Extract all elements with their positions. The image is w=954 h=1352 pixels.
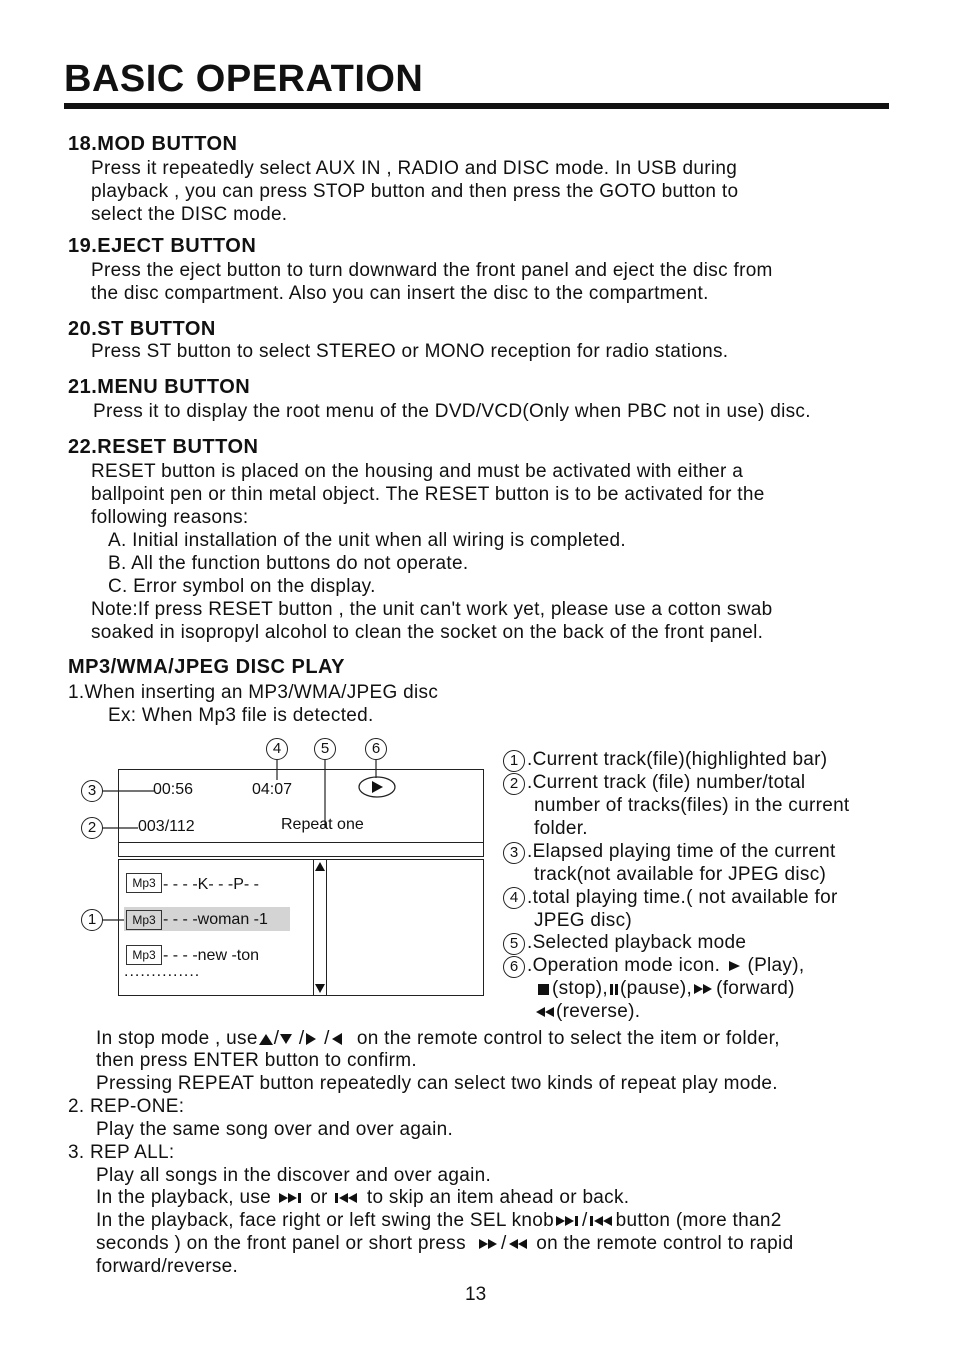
- text-span: button (more than2: [615, 1210, 782, 1231]
- page-title: BASIC OPERATION: [64, 58, 424, 100]
- down-arrow-icon: [279, 1032, 293, 1046]
- text-line: the disc compartment. Also you can insert the disc to the compartment.: [91, 283, 709, 304]
- legend-text: .total playing time.( not available for: [527, 887, 838, 908]
- section-heading-eject: 19.EJECT BUTTON: [68, 235, 257, 257]
- legend-text: .Current track(file)(highlighted bar): [527, 749, 828, 770]
- text-line: ballpoint pen or thin metal object. The RESET button is to be activated for the: [91, 484, 765, 505]
- text-span: seconds ) on the front panel or short press: [96, 1233, 466, 1254]
- elapsed-time: 00:56: [153, 781, 194, 798]
- next-track-icon: [277, 1191, 305, 1205]
- text-line: Pressing REPEAT button repeatedly can select two kinds of repeat play mode.: [96, 1073, 778, 1094]
- more-files-ellipsis: ..............: [124, 963, 201, 980]
- track-number: 003/112: [138, 818, 195, 835]
- text-line: playback , you can press STOP button and then press the GOTO button to: [91, 181, 739, 202]
- triangle-up-icon[interactable]: [314, 860, 326, 872]
- next-track-icon: [554, 1214, 582, 1228]
- rewind-icon: [534, 1005, 556, 1019]
- sel-instruction-2: seconds ) on the front panel or short press / on the remote control to rapid: [96, 1233, 794, 1254]
- file-name[interactable]: - - - -K- - -P- -: [163, 876, 259, 893]
- section-heading-st: 20.ST BUTTON: [68, 318, 216, 340]
- text-span: to skip an item ahead or back.: [366, 1187, 630, 1208]
- text-line: Press ST button to select STEREO or MONO reception for radio stations.: [91, 341, 729, 362]
- text-span: In the playback, face right or left swing the SEL knob: [96, 1210, 555, 1231]
- note-line: soaked in isopropyl alcohol to clean the socket on the back of the front panel.: [91, 622, 764, 643]
- text-line: Press it repeatedly select AUX IN , RADIO and DISC mode. In USB during: [91, 158, 738, 179]
- music-file-icon: Mp3: [126, 873, 162, 893]
- pause-icon: [608, 982, 620, 996]
- text-span: on the remote control to select the item or folder,: [356, 1028, 780, 1049]
- rep-all-heading: 3. REP ALL:: [68, 1142, 175, 1163]
- legend-text: (stop),: [552, 978, 608, 999]
- text-line: Press the eject button to turn downward the front panel and eject the disc from: [91, 260, 773, 281]
- fast-forward-icon: [477, 1237, 501, 1251]
- rewind-icon: [507, 1237, 531, 1251]
- text-line: following reasons:: [91, 507, 249, 528]
- nav-instruction: In stop mode , use / / / on the remote control to select the item or folder,: [96, 1028, 780, 1049]
- reason-item: B. All the function buttons do not operate.: [108, 553, 469, 574]
- text-line: RESET button is placed on the housing and must be activated with either a: [91, 461, 744, 482]
- legend-text: (pause),: [619, 978, 693, 999]
- previous-track-icon: [588, 1214, 616, 1228]
- text-line: then press ENTER button to confirm.: [96, 1050, 417, 1071]
- legend-text: [527, 954, 804, 977]
- file-name[interactable]: - - - -new -ton: [163, 947, 260, 964]
- page-number: 13: [465, 1284, 487, 1305]
- playback-mode: Repeat one: [281, 816, 364, 833]
- divider: [119, 842, 483, 843]
- legend-num-5: 5: [503, 933, 525, 955]
- reason-item: C. Error symbol on the display.: [108, 576, 376, 597]
- text-span: or: [310, 1187, 328, 1208]
- play-icon: [726, 959, 742, 973]
- sel-instruction: In the playback, face right or left swing the SEL knob / button (more than2: [96, 1210, 782, 1231]
- stop-icon: [536, 982, 552, 996]
- callout-1: 1: [81, 909, 103, 931]
- section-heading-mod: 18.MOD BUTTON: [68, 133, 238, 155]
- up-arrow-icon: [258, 1032, 274, 1046]
- legend-num-2: 2: [503, 773, 525, 795]
- fast-forward-icon: [692, 982, 716, 996]
- section-heading-menu: 21.MENU BUTTON: [68, 376, 251, 398]
- play-icon: [358, 776, 396, 798]
- legend-num-6: 6: [503, 956, 525, 978]
- callout-5: 5: [314, 738, 336, 760]
- music-file-icon: Mp3: [126, 945, 162, 965]
- text-line: Play the same song over and over again.: [96, 1119, 454, 1140]
- file-name-current[interactable]: - - - -woman -1: [163, 911, 268, 928]
- legend-num-1: 1: [503, 750, 525, 772]
- legend-text: (Play),: [747, 955, 805, 976]
- text-line: select the DISC mode.: [91, 204, 288, 225]
- callout-3: 3: [81, 780, 103, 802]
- text-span: on the remote control to rapid: [536, 1233, 794, 1254]
- text-line: forward/reverse.: [96, 1256, 239, 1277]
- legend-text: .Elapsed playing time of the current: [527, 841, 836, 862]
- text-line: Play all songs in the discover and over again.: [96, 1165, 492, 1186]
- legend-text: track(not available for JPEG disc): [534, 864, 827, 885]
- legend-text: (reverse).: [556, 1001, 641, 1022]
- legend-text: number of tracks(files) in the current: [534, 795, 850, 816]
- mp3-example-line: Ex: When Mp3 file is detected.: [108, 705, 374, 726]
- callout-2: 2: [81, 817, 103, 839]
- legend-text: folder.: [534, 818, 588, 839]
- text-line: Press it to display the root menu of the DVD/VCD(Only when PBC not in use) disc.: [93, 401, 811, 422]
- previous-track-icon: [333, 1191, 361, 1205]
- legend-num-4: 4: [503, 887, 525, 909]
- left-arrow-icon: [330, 1032, 346, 1046]
- triangle-down-icon[interactable]: [314, 983, 326, 995]
- skip-instruction: [96, 1186, 629, 1209]
- right-arrow-icon: [304, 1032, 318, 1046]
- legend-text: (forward): [716, 978, 795, 999]
- section-heading-reset: 22.RESET BUTTON: [68, 436, 259, 458]
- scrollbar[interactable]: [313, 860, 327, 995]
- legend-text: .Selected playback mode: [527, 932, 747, 953]
- mp3-intro-line: 1.When inserting an MP3/WMA/JPEG disc: [68, 682, 439, 703]
- text-span: In stop mode , use: [96, 1028, 258, 1049]
- legend-text: .Current track (file) number/total: [527, 772, 806, 793]
- legend-text: JPEG disc): [534, 910, 633, 931]
- legend-text: [536, 977, 795, 1000]
- callout-4: 4: [266, 738, 288, 760]
- music-file-icon: Mp3: [126, 910, 162, 930]
- callout-6: 6: [365, 738, 387, 760]
- reason-item: A. Initial installation of the unit when all wiring is completed.: [108, 530, 626, 551]
- section-heading-mp3: MP3/WMA/JPEG DISC PLAY: [68, 656, 345, 678]
- text-span: In the playback, use: [96, 1187, 271, 1208]
- rep-one-heading: 2. REP-ONE:: [68, 1096, 185, 1117]
- note-line: Note:If press RESET button , the unit can't work yet, please use a cotton swab: [91, 599, 773, 620]
- legend-num-3: 3: [503, 842, 525, 864]
- legend-text: [534, 1000, 640, 1023]
- total-time: 04:07: [252, 781, 293, 798]
- legend-text: .Operation mode icon.: [527, 955, 721, 976]
